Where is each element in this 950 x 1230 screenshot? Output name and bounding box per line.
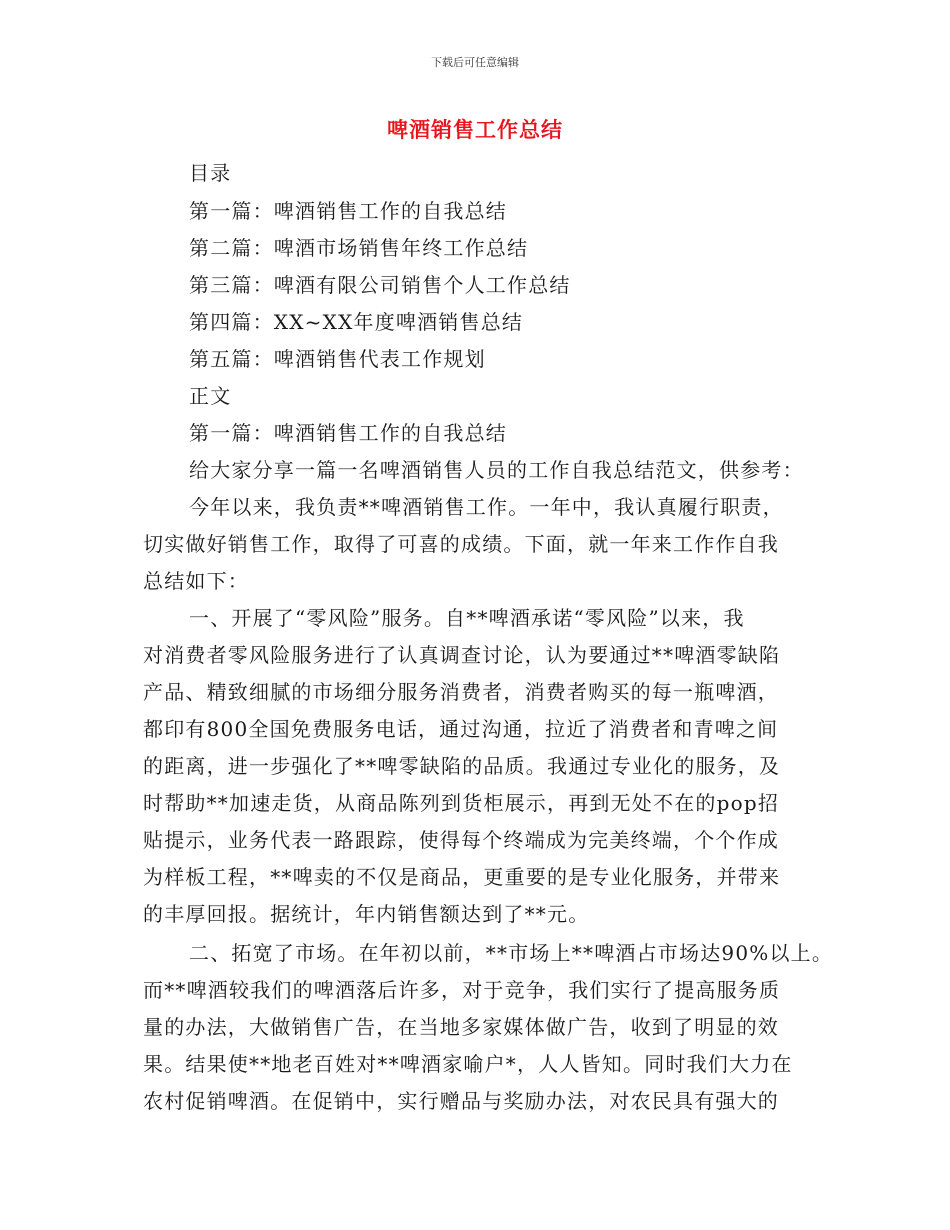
paragraph-line: 时帮助**加速走货，从商品陈列到货柜展示，再到无处不在的pop招 (143, 791, 780, 815)
section-title: 第一篇：啤酒销售工作的自我总结 (189, 421, 507, 445)
paragraph-line: 果。结果使**地老百姓对**啤酒家喻户*，人人皆知。同时我们大力在 (143, 1052, 793, 1076)
header-note: 下载后可任意编辑 (431, 56, 519, 69)
toc-item: 第五篇：啤酒销售代表工作规划 (189, 347, 486, 371)
toc-heading: 目录 (189, 161, 232, 185)
paragraph-line: 今年以来，我负责**啤酒销售工作。一年中，我认真履行职责， (189, 495, 784, 519)
toc-item: 第四篇：XX~XX年度啤酒销售总结 (189, 310, 524, 334)
paragraph-line: 二、拓宽了市场。在年初以前，**市场上**啤酒占市场达90%以上。 (189, 941, 834, 965)
body-heading: 正文 (189, 384, 232, 408)
paragraph-line: 为样板工程，**啤卖的不仅是商品，更重要的是专业化服务，并带来 (143, 865, 781, 889)
paragraph-line: 量的办法，大做销售广告，在当地多家媒体做广告，收到了明显的效 (143, 1015, 779, 1039)
document-title: 啤酒销售工作总结 (387, 117, 563, 142)
intro-line: 给大家分享一篇一名啤酒销售人员的工作自我总结范文，供参考： (189, 458, 804, 482)
paragraph-line: 而**啤酒较我们的啤酒落后许多，对于竞争，我们实行了提高服务质 (143, 978, 781, 1002)
paragraph-line: 一、开展了“零风险”服务。自**啤酒承诺“零风险”以来，我 (189, 606, 745, 630)
paragraph-line: 切实做好销售工作，取得了可喜的成绩。下面，就一年来工作作自我 (143, 532, 779, 556)
paragraph-line: 都印有800全国免费服务电话，通过沟通，拉近了消费者和青啤之间 (143, 717, 779, 741)
toc-item: 第三篇：啤酒有限公司销售个人工作总结 (189, 273, 571, 297)
paragraph-line: 的丰厚回报。据统计，年内销售额达到了**元。 (143, 902, 590, 926)
toc-item: 第二篇：啤酒市场销售年终工作总结 (189, 236, 529, 260)
paragraph-line: 产品、精致细腻的市场细分服务消费者，消费者购买的每一瓶啤酒， (143, 680, 779, 704)
paragraph-line: 总结如下： (143, 569, 249, 593)
paragraph-line: 贴提示，业务代表一路跟踪，使得每个终端成为完美终端，个个作成 (143, 828, 779, 852)
paragraph-line: 的距离，进一步强化了**啤零缺陷的品质。我通过专业化的服务，及 (143, 754, 781, 778)
paragraph-line: 对消费者零风险服务进行了认真调查讨论，认为要通过**啤酒零缺陷 (143, 643, 781, 667)
toc-item: 第一篇：啤酒销售工作的自我总结 (189, 199, 507, 223)
paragraph-line: 农村促销啤酒。在促销中，实行赠品与奖励办法，对农民具有强大的 (143, 1089, 779, 1113)
